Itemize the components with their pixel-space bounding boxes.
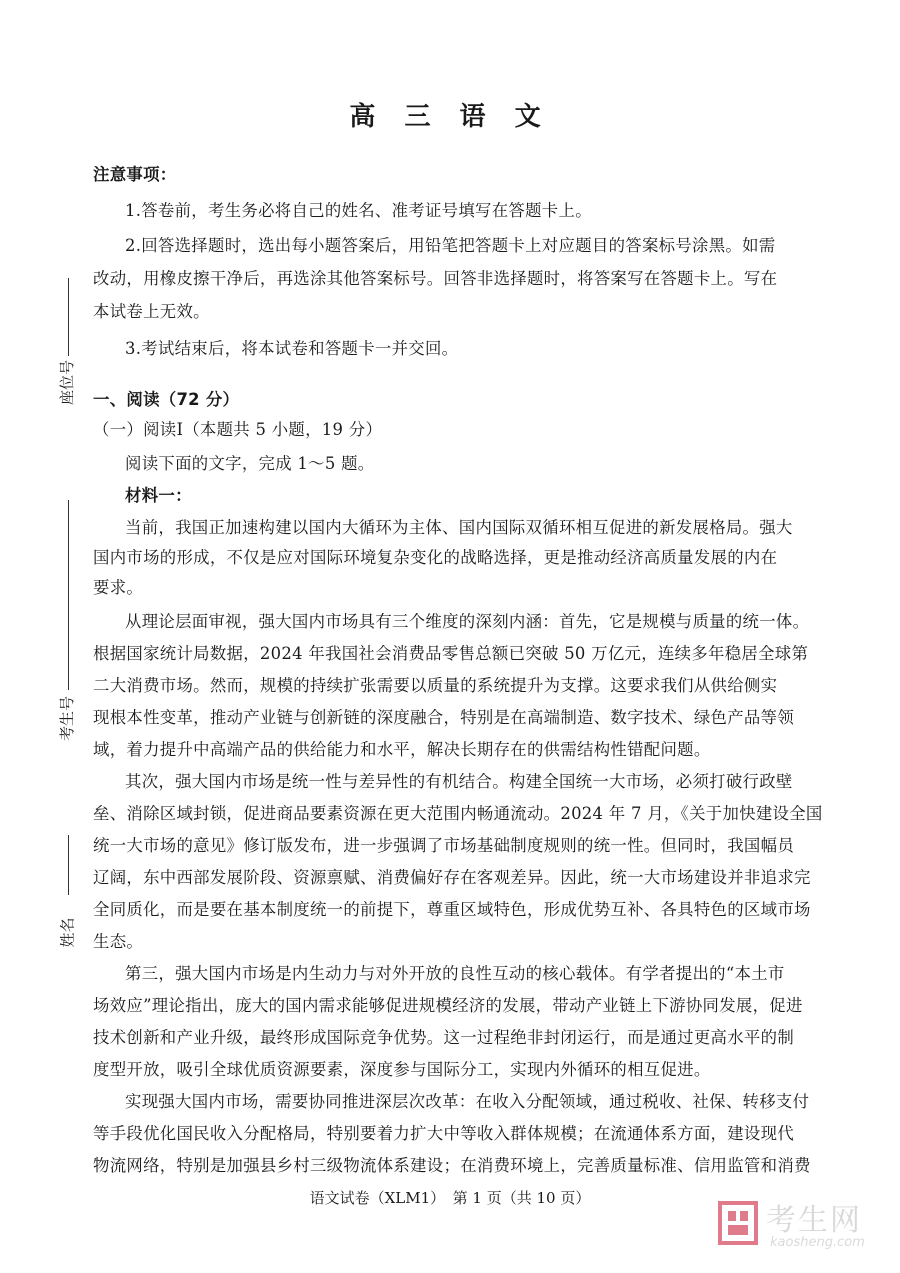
name-label: 姓名 [58, 917, 77, 948]
paragraph-1-line-1: 当前，我国正加速构建以国内大循环为主体、国内国际双循环相互促进的新发展格局。强大 [125, 518, 793, 537]
seat-number-label: 座位号 [58, 359, 77, 406]
paragraph-4-line-1: 第三，强大国内市场是内生动力与对外开放的良性互动的核心载体。有学者提出的“本土市 [125, 964, 785, 983]
watermark-text: 考生网 [766, 1203, 862, 1238]
material-label: 材料一： [125, 486, 192, 505]
paragraph-5-line-2: 等手段优化国民收入分配格局，特别要着力扩大中等收入群体规模；在流通体系方面，建设现代 [93, 1124, 795, 1143]
paragraph-4-line-4: 度型开放，吸引全球优质资源要素，深度参与国际分工，实现内外循环的相互促进。 [93, 1060, 711, 1079]
paragraph-3-line-5: 全同质化，而是要在基本制度统一的前提下，尊重区域特色，形成优势互补、各具特色的区域市场 [93, 900, 811, 919]
watermark-logo-icon [718, 1201, 758, 1245]
seat-number-line [68, 278, 69, 356]
notice-item-2-line-2: 改动，用橡皮擦干净后，再选涂其他答案标号。回答非选择题时，将答案写在答题卡上。写在 [93, 269, 778, 288]
paragraph-3-line-4: 辽阔，东中西部发展阶段、资源禀赋、消费偏好存在客观差异。因此，统一大市场建设并非追求完 [93, 868, 811, 887]
paragraph-1-line-2: 国内市场的形成，不仅是应对国际环境复杂变化的战略选择，更是推动经济高质量发展的内在 [93, 548, 778, 567]
notice-item-3: 3.考试结束后，将本试卷和答题卡一并交回。 [125, 339, 459, 358]
reading-instruction: 阅读下面的文字，完成 1～5 题。 [125, 454, 375, 473]
paragraph-1-line-3: 要求。 [93, 578, 144, 597]
subsection-heading: （一）阅读Ⅰ（本题共 5 小题，19 分） [93, 420, 383, 439]
paragraph-3-line-6: 生态。 [93, 932, 144, 951]
name-line [68, 835, 69, 895]
paragraph-2-line-2: 根据国家统计局数据，2024 年我国社会消费品零售总额已突破 50 万亿元，连续多年稳居全球第 [93, 644, 809, 663]
paragraph-2-line-3: 二大消费市场。然而，规模的持续扩张需要以质量的系统提升为支撑。这要求我们从供给侧实 [93, 676, 778, 695]
paragraph-5-line-1: 实现强大国内市场，需要协同推进深层次改革：在收入分配领域，通过税收、社保、转移支付 [125, 1092, 810, 1111]
notice-item-2-line-1: 2.回答选择题时，选出每小题答案后，用铅笔把答题卡上对应题目的答案标号涂黑。如需 [125, 236, 776, 255]
notice-item-2-line-3: 本试卷上无效。 [93, 302, 210, 321]
page-title: 高 三 语 文 [349, 102, 551, 132]
exam-number-line [68, 500, 69, 690]
notice-heading: 注意事项： [93, 165, 177, 184]
paragraph-2-line-4: 现根本性变革，推动产业链与创新链的深度融合，特别是在高端制造、数字技术、绿色产品等领 [93, 708, 795, 727]
notice-item-1: 1.答卷前，考生务必将自己的姓名、准考证号填写在答题卡上。 [125, 201, 592, 220]
paragraph-2-line-5: 域，着力提升中高端产品的供给能力和水平，解决长期存在的供需结构性错配问题。 [93, 740, 711, 759]
exam-number-label: 考生号 [58, 695, 77, 742]
paragraph-3-line-3: 统一大市场的意见》修订版发布，进一步强调了市场基础制度规则的统一性。但同时，我国幅员 [93, 836, 795, 855]
paragraph-4-line-3: 技术创新和产业升级，最终形成国际竞争优势。这一过程绝非封闭运行，而是通过更高水平的制 [93, 1028, 795, 1047]
paragraph-3-line-2: 垒、消除区域封锁，促进商品要素资源在更大范围内畅通流动。2024 年 7 月，《关于加快建设全国 [93, 804, 823, 823]
page-footer: 语文试卷（XLM1） 第 1 页（共 10 页） [309, 1189, 591, 1207]
paragraph-4-line-2: 场效应”理论指出，庞大的国内需求能够促进规模经济的发展，带动产业链上下游协同发展，促进 [93, 996, 803, 1015]
watermark-subtext: kaosheng.com [770, 1235, 865, 1250]
paragraph-5-line-3: 物流网络，特别是加强县乡村三级物流体系建设；在消费环境上，完善质量标准、信用监管和消费 [93, 1156, 811, 1175]
paragraph-3-line-1: 其次，强大国内市场是统一性与差异性的有机结合。构建全国统一大市场，必须打破行政壁 [125, 772, 793, 791]
section-heading: 一、阅读（72 分） [93, 390, 240, 409]
paragraph-2-line-1: 从理论层面审视，强大国内市场具有三个维度的深刻内涵：首先，它是规模与质量的统一体。 [125, 612, 810, 631]
watermark [718, 1193, 878, 1259]
